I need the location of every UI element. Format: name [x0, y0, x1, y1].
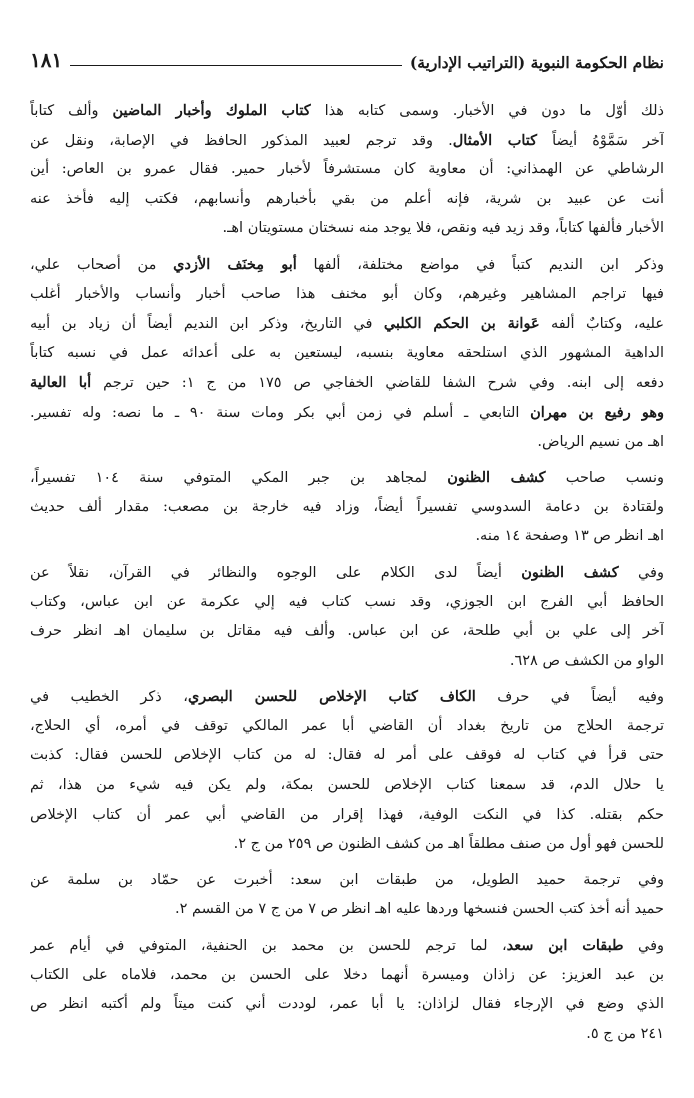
text-line [30, 309, 664, 339]
text-line [30, 493, 664, 523]
text-run: ، ذكر الخطيب في [30, 689, 188, 706]
text-run: وفي ترجمة حميد الطويل، من طبقات ابن سعد: أخبرت عن حمّاد بن سلمة عن [30, 871, 664, 888]
text-run: في التاريخ، وذكر ابن النديم أيضاً أن زياد بن أبيه [30, 316, 384, 333]
page-header [30, 40, 664, 70]
text-run: آخر إلى علي بن أبي طلحة، عن ابن عباس. وألف فيه مقاتل بن سليمان اهـ انظر حرف [30, 623, 664, 640]
paragraph [30, 250, 664, 457]
text-line [30, 185, 664, 215]
text-run: أنت عن عبيد بن شرية، فإنه أعلم من بقي بأخبارهم وأنسابهم، فكتب إليه فأخذ عنه [30, 190, 664, 207]
text-run: وفي [618, 564, 664, 581]
text-line [30, 368, 664, 398]
text-line [30, 1020, 664, 1050]
bold-text-run: الكاف كتاب الإخلاص للحسن البصري [187, 688, 476, 706]
text-line [30, 801, 664, 831]
text-line [30, 558, 664, 588]
text-line [30, 398, 664, 428]
paragraph [30, 463, 664, 552]
text-run: من أصحاب علي، [30, 256, 174, 273]
text-run: حكم بقتله. كذا في النكت الوفية، فهذا إقرار من القاضي أبي عمر أن كتاب الإخلاص [30, 806, 664, 823]
text-run: الذي وضع في الإرجاء فقال لزاذان: يا أبا عمر، لوددت أني كنت ميتاً ولم أكتبه انظر ص [30, 996, 664, 1013]
text-line [30, 96, 664, 126]
text-run: دفعه إلى ابنه. وفي شرح الشفا للقاضي الخفاجي ص ١٧٥ من ج ١: حين ترجم [91, 375, 664, 392]
text-run: فيها تراجم المشاهير وغيرهم، وكان أبو مخنف هذا صاحب أخبار وأنساب والأخبار أغلب [30, 285, 664, 302]
text-run: آخر سَمَّوْهُ أيضاً [537, 132, 664, 149]
bold-text-run: طبقات ابن سعد [506, 937, 624, 955]
text-run: عليه، وكتابٌ ألفه [539, 316, 664, 333]
running-title: نظام الحكومة النبوية (التراتيب الإدارية) [409, 52, 664, 72]
text-run: حميد أنه أخذ كتب الحسن فنسخها وردها عليه اهـ انظر ص ٧ من ج ٧ من القسم ٢. [174, 901, 664, 918]
page-number: ١٨١ [30, 48, 63, 72]
text-run: الحافظ أبي الفرج ابن الجوزي، وقد نسب كتاب فيه إلي عكرمة عن ابن عباس، وكتاب [30, 593, 664, 610]
text-run: وفي [623, 938, 664, 955]
text-run: بن عبد العزيز: عن زاذان وميسرة أنهما دخلا على الحسن بن محمد، فلاماه على الكتاب [30, 966, 664, 983]
header-rule [70, 65, 402, 66]
text-line [30, 126, 664, 156]
text-run: اهـ انظر ص ١٣ وصفحة ١٤ منه. [475, 528, 664, 545]
text-line [30, 647, 664, 677]
text-run: الواو من الكشف ص ٦٢٨. [509, 652, 664, 669]
text-line [30, 280, 664, 310]
bold-text-run: كتاب الأمثال [452, 131, 538, 149]
text-line [30, 682, 664, 712]
text-line [30, 990, 664, 1020]
bold-text-run: أبو مِخنَف الأزدي [173, 255, 297, 273]
text-line [30, 339, 664, 369]
paragraph [30, 682, 664, 860]
bold-text-run: أبا العالية [30, 374, 92, 392]
text-line [30, 214, 664, 244]
text-line [30, 895, 664, 925]
document-page [30, 40, 664, 1055]
text-run: يا حلال الدم، قد سمعنا كتاب الإخلاص للحسن بمكة، ولم يكن فيه شيء من هذا، ثم [30, 777, 664, 794]
text-run: ذلك أوّل ما دون في الأخبار. وسمى كتابه هذا [310, 103, 664, 119]
text-line [30, 712, 664, 742]
text-line [30, 428, 664, 458]
paragraph [30, 558, 664, 676]
bold-text-run: عَوانة بن الحكم الكلبي [383, 315, 540, 333]
text-line [30, 588, 664, 618]
text-run: للحسن فهو أول من صنف مطلقاً اهـ من كشف الظنون ص ٢٥٩ من ج ٢. [233, 836, 664, 853]
text-line [30, 931, 664, 961]
text-line [30, 617, 664, 647]
text-run: التابعي ـ أسلم في زمن أبي بكر ومات سنة ٩٠ ـ ما نصه: وله تفسير. [30, 404, 531, 421]
text-line [30, 771, 664, 801]
text-run: لمجاهد بن جبر المكي المتوفي سنة ١٠٤ تفسيراً، [30, 470, 448, 487]
bold-text-run: كشف الظنون [521, 563, 619, 581]
paragraph [30, 96, 664, 244]
text-run: حتى قرأ في كتاب له فوقف على أمر له فقال: له من كتاب الإخلاص للحسن فقال: كذبت [30, 747, 664, 764]
text-run: الداهية المشهور الذي استلحقه معاوية بنسبه، ليستعين به على أعدائه عمل في نسبه كتاباً [30, 344, 664, 361]
text-run: ترجمة الحلاج من تاريخ بغداد أن القاضي أبا عمر المالكي توقف في أمره، أي الحلاج، [30, 717, 664, 734]
text-line [30, 961, 664, 991]
text-run: وفيه أيضاً في حرف [475, 689, 664, 706]
text-line [30, 463, 664, 493]
text-run: وذكر ابن النديم كتباً في مواضع مختلفة، ألفها [296, 256, 664, 273]
text-line [30, 155, 664, 185]
text-run: الأخبار فألفها كتاباً، وقد زيد فيه ونقص، فلا يوجد منه نسختان مستويتان اهـ. [222, 220, 664, 237]
text-run: أيضاً لدى الكلام على الوجوه والنظائر في القرآن، نقلاً عن [30, 564, 522, 581]
text-run: وألف كتاباً [30, 103, 113, 119]
paragraph [30, 866, 664, 925]
body-text [30, 96, 664, 1049]
text-run: اهـ من نسيم الرياض. [537, 433, 664, 450]
text-line [30, 866, 664, 896]
text-run: . وقد ترجم لعبيد المذكور الحافظ في الإصابة، ونقل عن [30, 132, 453, 149]
text-run: ٢٤١ من ج ٥. [586, 1025, 664, 1042]
bold-text-run: وهو رفيع بن مهران [530, 403, 664, 421]
text-line [30, 830, 664, 860]
text-run: ونسب صاحب [545, 470, 664, 487]
text-line [30, 741, 664, 771]
text-line [30, 522, 664, 552]
text-run: ، لما ترجم للحسن بن محمد بن الحنفية، المتوفي في أيام عمر [30, 938, 507, 955]
text-run: ولقتادة بن دعامة السدوسي تفسيراً أيضاً، وزاد فيه خارجة بن مصعب: مقدار ألف حديث [30, 498, 664, 515]
bold-text-run: كشف الظنون [447, 469, 546, 487]
paragraph [30, 931, 664, 1049]
text-run: الرشاطي عن الهمذاني: أن معاوية كان مستشرفاً لأخبار حمير. فقال عمرو بن العاص: أين [30, 161, 664, 178]
text-line [30, 250, 664, 280]
bold-text-run: كتاب الملوك وأخبار الماضين [112, 102, 311, 119]
